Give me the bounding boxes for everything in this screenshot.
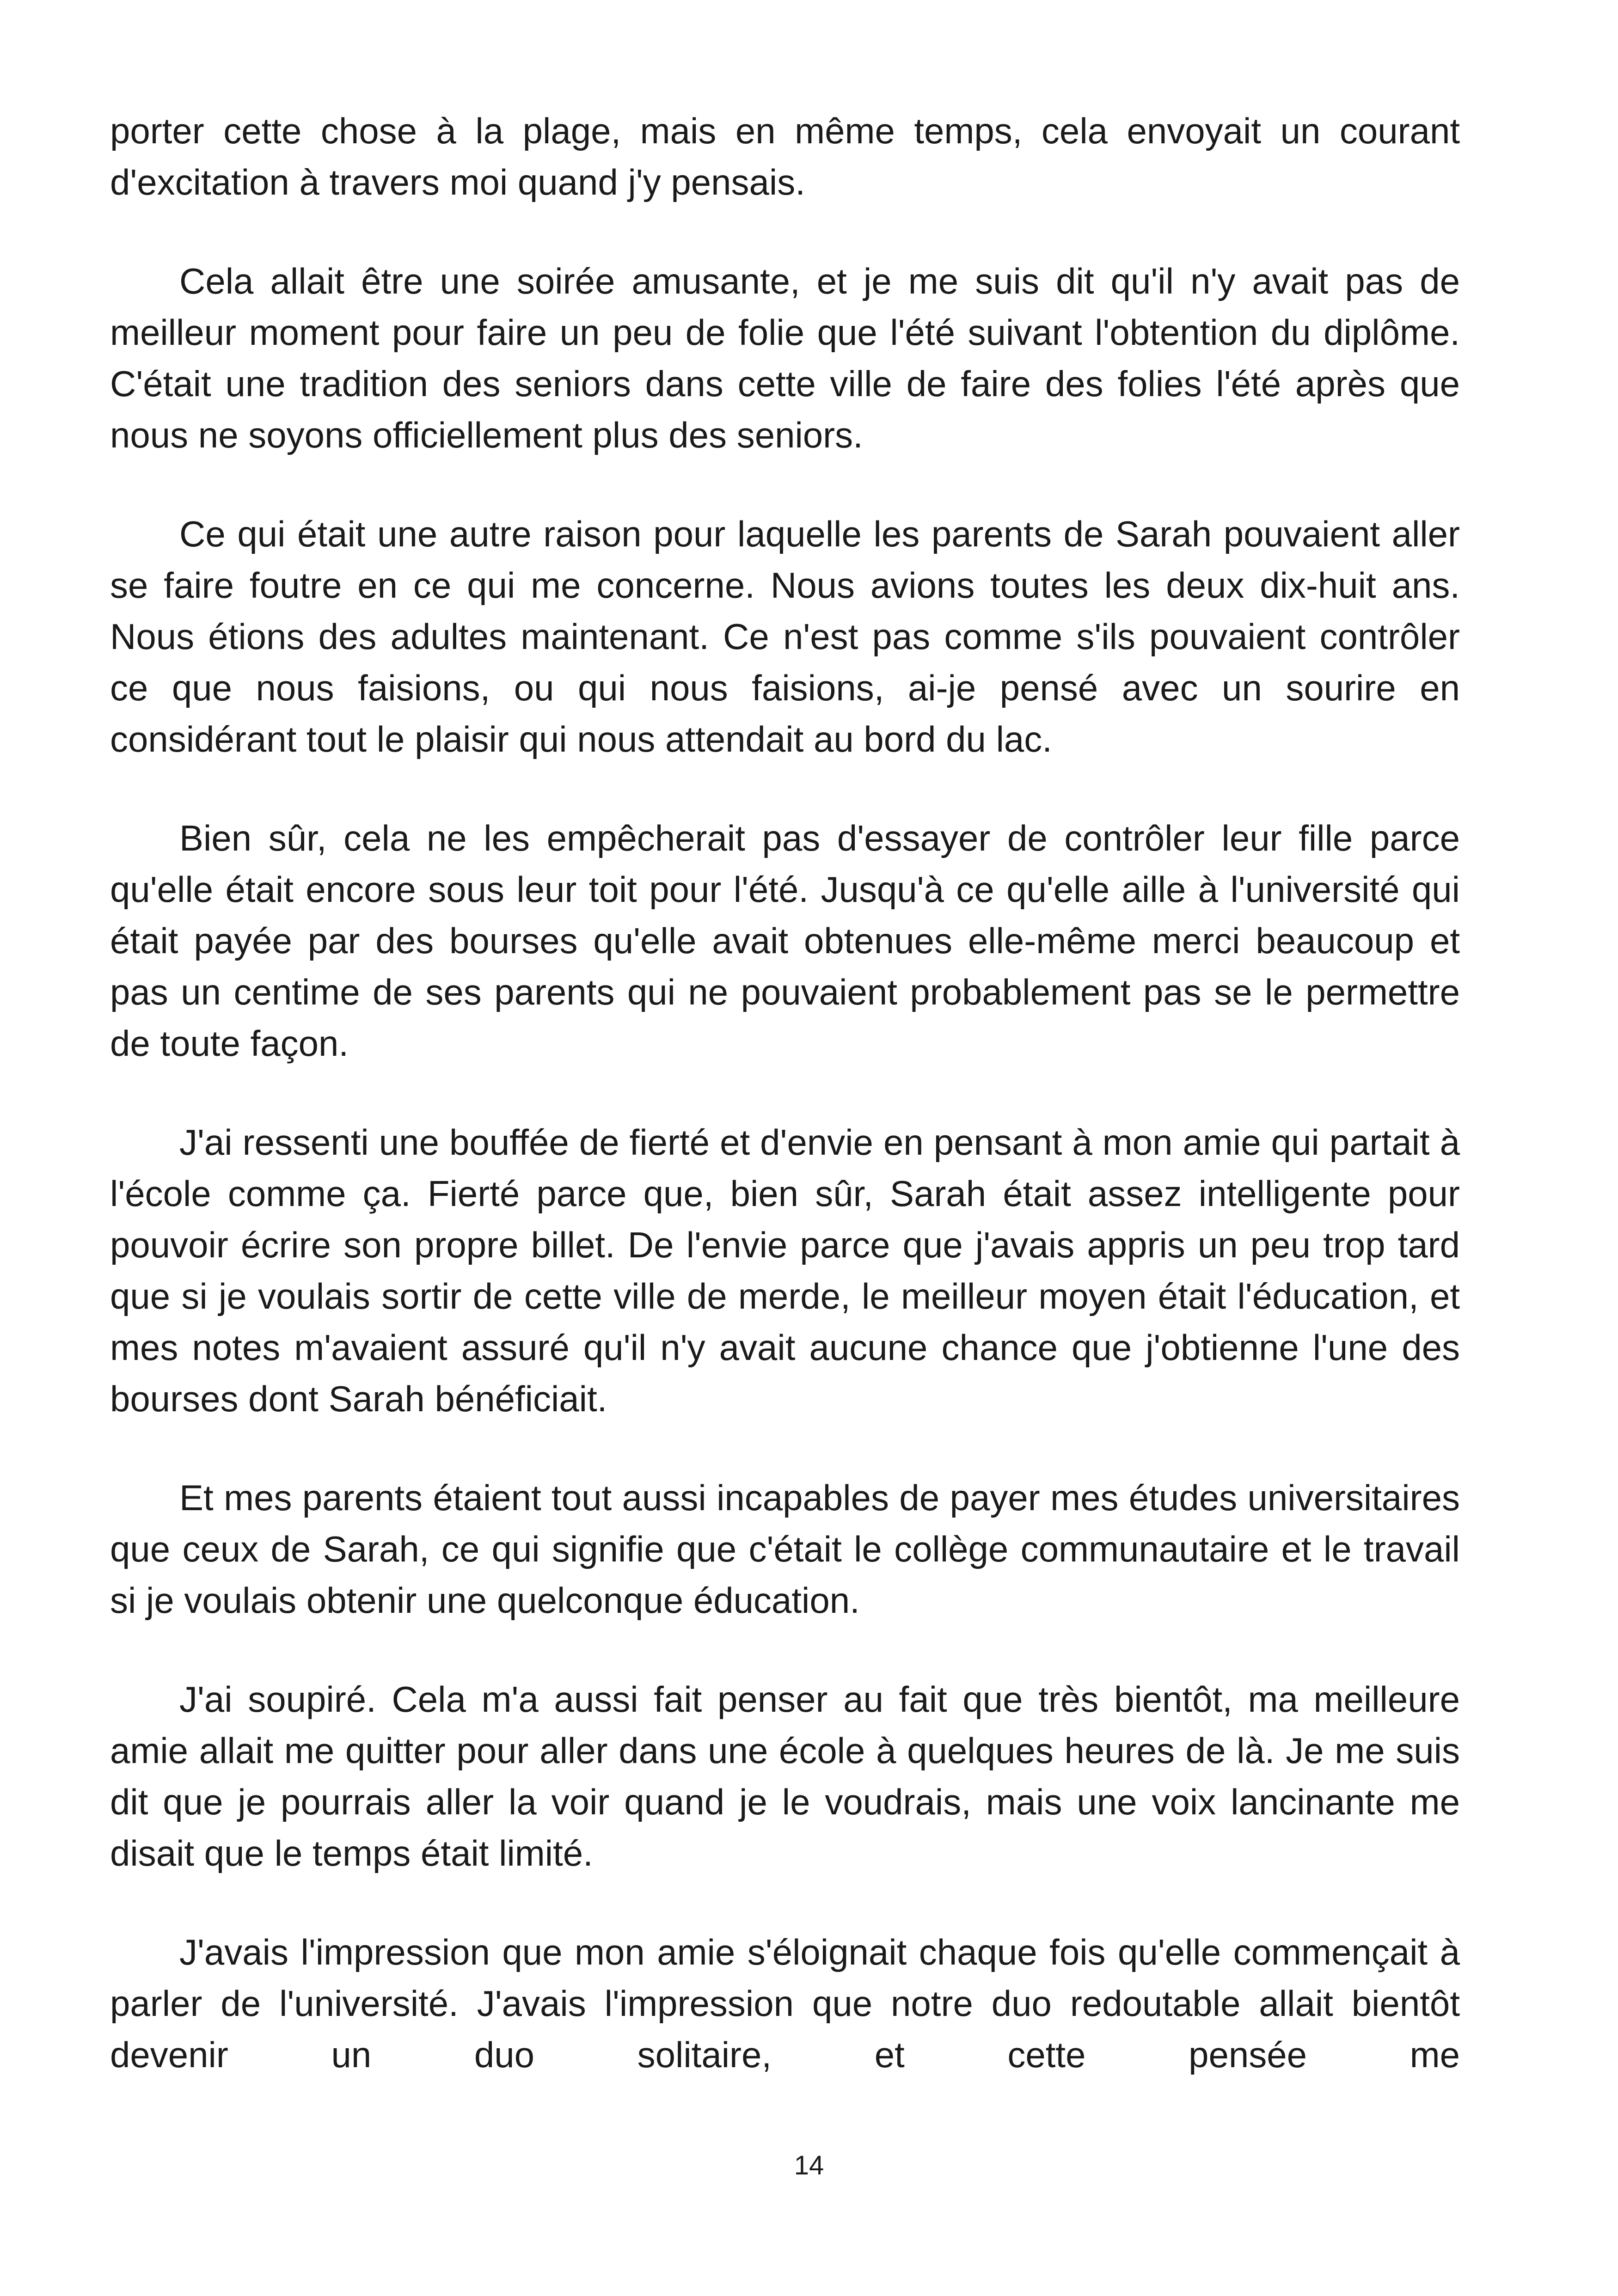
paragraph: J'ai soupiré. Cela m'a aussi fait penser au fait que très bientôt, ma meilleure amie allait me quitter pour aller dans une école à quelques heures de là. Je me suis dit que je pourrais aller la voir quand je le voudrais, mais une voix lancinante me disait que le temps était limité. xyxy=(110,1679,1460,1874)
paragraph: Et mes parents étaient tout aussi incapables de payer mes études universitaires que ceux de Sarah, ce qui signifie que c'était le collège communautaire et le travail si je voulais obtenir une quelconque éducation. xyxy=(110,1477,1460,1621)
paragraph: Cela allait être une soirée amusante, et je me suis dit qu'il n'y avait pas de meilleur moment pour faire un peu de folie que l'été suivant l'obtention du diplôme. C'était une tradition des seniors dans cette ville de faire des folies l'été après que nous ne soyons officiellement plus des seniors. xyxy=(110,261,1460,455)
paragraph: Bien sûr, cela ne les empêcherait pas d'essayer de contrôler leur fille parce qu'elle était encore sous leur toit pour l'été. Jusqu'à ce qu'elle aille à l'université qui était payée par des bourses qu'elle avait obtenues elle-même merci beaucoup et pas un centime de ses parents qui ne pouvaient probablement pas se le permettre de toute façon. xyxy=(110,818,1460,1064)
page-number: 14 xyxy=(794,2150,824,2180)
paragraph: J'avais l'impression que mon amie s'éloignait chaque fois qu'elle commençait à parler de l'université. J'avais l'impression que notre duo redoutable allait bientôt devenir un duo solitaire, et cette pensée me xyxy=(110,1932,1460,2075)
paragraph: J'ai ressenti une bouffée de fierté et d'envie en pensant à mon amie qui partait à l'école comme ça. Fierté parce que, bien sûr, Sarah était assez intelligente pour pouvoir écrire son propre billet. De l'envie parce que j'avais appris un peu trop tard que si je voulais sortir de cette ville de merde, le meilleur moyen était l'éducation, et mes notes m'avaient assuré qu'il n'y avait aucune chance que j'obtienne l'une des bourses dont Sarah bénéficiait. xyxy=(110,1122,1460,1419)
paragraph: porter cette chose à la plage, mais en même temps, cela envoyait un courant d'excitation à travers moi quand j'y pensais. xyxy=(110,110,1460,202)
body-text xyxy=(110,105,1460,2081)
paragraph: Ce qui était une autre raison pour laquelle les parents de Sarah pouvaient aller se faire foutre en ce qui me concerne. Nous avions toutes les deux dix-huit ans. Nous étions des adultes maintenant. Ce n'est pas comme s'ils pouvaient contrôler ce que nous faisions, ou qui nous faisions, ai-je pensé avec un sourire en considérant tout le plaisir qui nous attendait au bord du lac. xyxy=(110,514,1460,759)
